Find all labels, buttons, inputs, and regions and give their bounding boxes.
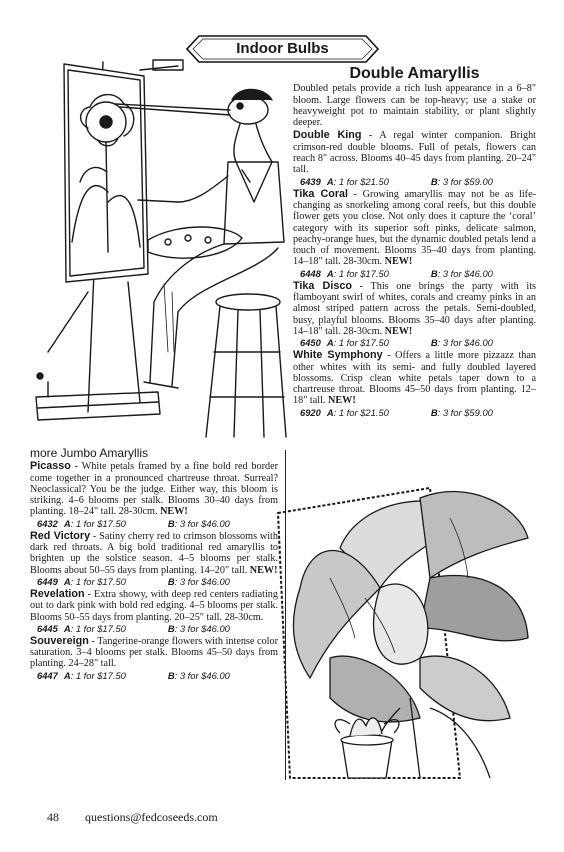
list-item [30,531,278,588]
variety-description: - This one brings the party with its flamboyant swirl of whites, corals and creamy pinks in an almost striped pattern across the petals. Semi-doubled, busy, playful blooms. Blooms 35–40 days after planting. 14–18" tall. 28-30cm. [293,280,536,337]
right-column [293,65,537,420]
heron-painter-illustration [28,52,290,440]
variety-description: - Offers a little more pizzazz than other whites with its semi- and fully doubled layered blossoms. Crisp clean white petals taper down to a chartreuse throat. Blooms 45–50 days from planting. 12–18" tall. [293,350,537,407]
item-code: 6447 [37,669,58,681]
left-column [30,448,278,683]
item-code: 6450 [300,337,321,349]
variety-description: - Satiny cherry red to crimson blossoms with dark red throats. A big bold traditional red amaryllis to brighten up the solstice season. 4–5 blooms per stalk. Blooms about 50–55 days from planting. 14–20" tall. [30,530,278,576]
heron-painter-drawing [28,52,290,440]
price-line: 6432 A: 1 for $17.50 B: 3 for $46.00 [37,517,230,529]
variety-name: Tika Coral [293,187,349,200]
new-badge: NEW! [384,325,413,337]
banner-title: Indoor Bulbs [236,40,329,57]
new-badge: NEW! [249,564,278,576]
price-line: 6445 A: 1 for $17.50 B: 3 for $46.00 [37,622,230,634]
item-code: 6449 [37,575,58,587]
list-item [30,461,278,529]
price-line: 6920 A: 1 for $21.50 B: 3 for $59.00 [300,406,493,418]
variety-name: Tika Disco [293,279,352,292]
variety-name: Double King [293,129,362,142]
variety-name: Red Victory [30,529,91,542]
item-code: 6439 [300,175,321,187]
item-code: 6432 [37,517,58,529]
list-item [293,189,536,280]
list-item [30,636,278,682]
price-line: 6448 A: 1 for $17.50 B: 3 for $46.00 [300,267,493,279]
variety-name: Picasso [30,460,71,473]
list-item [293,130,536,187]
section-intro: Doubled petals provide a rich lush appearance in a 6–8" bloom. Large flowers can be top-heavy; use a stake or heavyweight pot to maintain stability, or plant slightly deeper. [293,83,536,129]
item-code: 6445 [37,622,58,634]
variety-name: Souvereign [30,634,89,647]
new-badge: NEW! [384,256,413,268]
list-item [293,350,536,418]
variety-description: - White petals framed by a fine bold red border come together in a pronounced chartreuse throat. Surreal? Neoclassical? You be the judge. Either way, this bloom is striking. 4–6 blooms per stalk. Blooms 30–40 days from planting. 18–24" tall. 28-30cm. [30,461,278,518]
item-code: 6448 [300,267,321,279]
double-amaryllis-drawing [270,478,535,783]
section-heading: more Jumbo Amaryllis [30,446,149,460]
price-line: 6447 A: 1 for $17.50 B: 3 for $46.00 [37,669,230,681]
new-badge: NEW! [328,395,356,407]
new-badge: NEW! [160,506,188,518]
price-line: 6449 A: 1 for $17.50 B: 3 for $46.00 [37,575,230,587]
variety-description: - Tangerine-orange flowers with intense color saturation. 3–4 blooms per stalk. Blooms 45–50 days from planting. 24–28" tall. [30,635,278,670]
page-footer [47,810,218,825]
column-divider [285,450,286,780]
list-item [293,281,536,349]
section-title: Double Amaryllis [349,65,480,82]
list-item [30,589,278,635]
variety-name: Revelation [30,587,85,600]
price-line: 6439 A: 1 for $21.50 B: 3 for $59.00 [300,175,493,187]
price-line: 6450 A: 1 for $17.50 B: 3 for $46.00 [300,337,493,349]
item-code: 6920 [300,406,321,418]
double-amaryllis-illustration [270,478,535,783]
page-number: 48 [47,810,59,824]
variety-description: - Extra showy, with deep red centers radiating out to dark pink with bold red edging. 4–5 blooms per stalk. Blooms 50–55 days from planting. 20–25" tall. 28-30cm. [30,588,278,623]
variety-name: White Symphony [293,349,383,362]
variety-description: - Growing amaryllis may not be as life-changing as snorkeling among coral reefs, but this double flower gets you close. Not only does it capture the ‘coral’ category with its superior soft pinks, delicate salmon, peachy-orange hues, but the dynamic doubled petals lend a touch of movement. Blooms 35–40 days from planting. 14–18" tall. 28-30cm. [293,188,536,268]
contact-email[interactable]: questions@fedcoseeds.com [85,810,218,824]
variety-description: - A regal winter companion. Bright crimson-red double blooms. Full of petals, flowers can reach 8" across. Blooms 40–45 days from planting. 20–24" tall. [293,130,536,176]
